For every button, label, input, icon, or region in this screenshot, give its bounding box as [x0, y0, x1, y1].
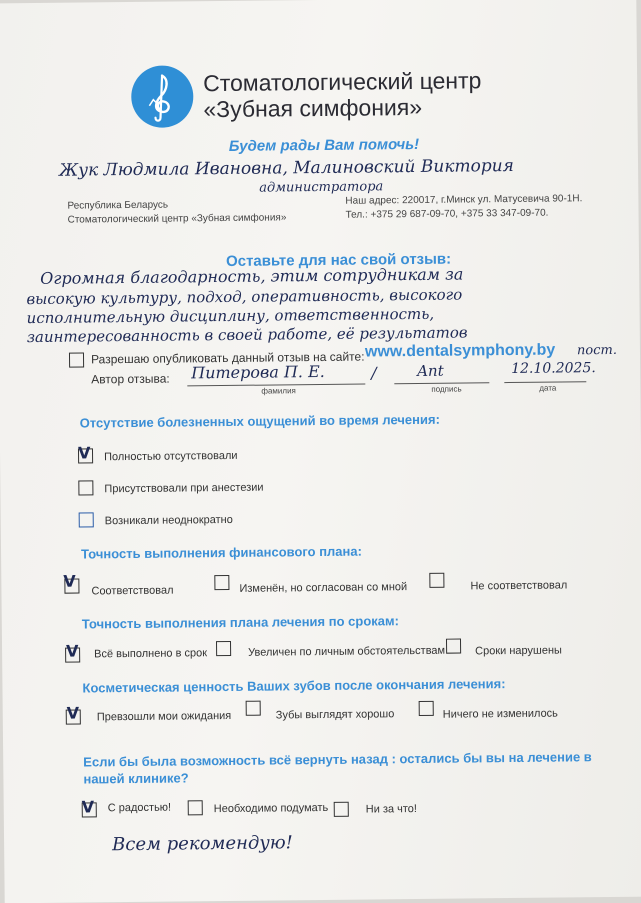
q5-option-1-check: V — [81, 797, 95, 817]
q1-option-2-label: Присутствовали при анестезии — [104, 481, 264, 496]
publish-handwritten: пост. — [576, 342, 618, 359]
q1-option-2-checkbox[interactable] — [78, 480, 93, 495]
q5-option-1-label: С радостью! — [107, 801, 172, 815]
q3-option-3-label: Сроки нарушены — [475, 644, 562, 658]
handwritten-staff-names: Жук Людмила Ивановна, Малиновский Виктория — [58, 155, 514, 181]
help-heading: Будем рады Вам помочь! — [228, 135, 420, 155]
q5-title-line1: Если бы была возможность всё вернуть назад : остались бы вы на лечение в — [83, 749, 592, 770]
caption-surname: фамилия — [261, 386, 296, 396]
publish-label: Разрешаю опубликовать данный отзыв на сайте: — [90, 349, 365, 367]
q4-option-2-label: Зубы выглядят хорошо — [275, 708, 395, 722]
q3-option-2-checkbox[interactable] — [216, 641, 231, 656]
clinic-name-line1: Стоматологический центр — [203, 67, 482, 97]
q5-option-3-label: Ни за что! — [365, 803, 418, 816]
clinic-logo — [131, 65, 194, 128]
q3-option-1-label: Всё выполнено в срок — [94, 647, 208, 661]
author-date: 12.10.2025. — [511, 360, 596, 377]
org-address: Наш адрес: 220017, г.Минск ул. Матусевича 90-1Н. — [345, 193, 583, 207]
q4-option-2-checkbox[interactable] — [246, 701, 261, 716]
q3-option-1-check: V — [65, 641, 79, 661]
final-handwritten-note: Всем рекомендую! — [112, 832, 293, 856]
q1-option-3-label: Возникали неоднократно — [104, 513, 233, 528]
q5-option-2-label: Необходимо подумать — [213, 801, 329, 816]
handwritten-staff-role: администратора — [259, 179, 384, 196]
q4-option-3-checkbox[interactable] — [419, 701, 434, 716]
q2-option-3-label: Не соответствовал — [470, 579, 568, 593]
q3-option-2-label: Увеличен по личным обстоятельствам — [248, 644, 446, 659]
review-line-1: Огромная благодарность, этим сотрудникам за — [40, 264, 464, 288]
q1-title: Отсутствие болезненных ощущений во время лечения: — [79, 411, 440, 431]
q5-option-2-checkbox[interactable] — [188, 800, 203, 815]
q2-option-1-check: V — [63, 571, 76, 591]
q4-option-1-check: V — [66, 703, 80, 723]
org-country: Республика Беларусь — [67, 199, 169, 212]
q3-title: Точность выполнения плана лечения по срокам: — [81, 613, 399, 632]
review-heading: Оставьте для нас свой отзыв: — [225, 250, 452, 270]
review-line-2: высокую культуру, подход, оперативность, высокого — [26, 285, 463, 309]
review-line-3: исполнительную дисциплину, ответственность, — [26, 304, 435, 328]
caption-signature: подпись — [431, 384, 462, 394]
org-name: Стоматологический центр «Зубная симфония» — [67, 212, 287, 226]
q5-title-line2: нашей клинике? — [83, 770, 189, 787]
q4-title: Косметическая ценность Ваших зубов после окончания лечения: — [82, 676, 506, 696]
q2-title: Точность выполнения финансового плана: — [80, 543, 362, 562]
q2-option-2-checkbox[interactable] — [214, 575, 229, 590]
q1-option-1-check: V — [77, 443, 91, 463]
author-name: Питерова П. Е. — [191, 361, 325, 383]
caption-date: дата — [539, 383, 557, 393]
q1-option-3-checkbox[interactable] — [79, 512, 94, 527]
q3-option-3-checkbox[interactable] — [446, 639, 461, 654]
site-link[interactable]: www.dentalsymphony.by — [364, 341, 556, 361]
clinic-name-line2: «Зубная симфония» — [203, 93, 423, 123]
q2-option-1-label: Соответствовал — [91, 584, 174, 598]
treble-clef-icon — [131, 65, 194, 128]
author-slash: / — [371, 363, 377, 383]
q2-option-3-checkbox[interactable] — [429, 573, 444, 588]
author-label: Автор отзыва: — [91, 371, 170, 387]
q2-option-2-label: Изменён, но согласован со мной — [239, 581, 408, 595]
org-phone: Тел.: +375 29 687-09-70, +375 33 347-09-70. — [345, 207, 549, 221]
review-line-4: заинтересованность в своей работе, её результатов — [26, 323, 468, 347]
q5-option-3-checkbox[interactable] — [334, 802, 349, 817]
q4-option-3-label: Ничего не изменилось — [442, 707, 558, 721]
q4-option-1-label: Превзошли мои ожидания — [96, 709, 232, 724]
publish-checkbox[interactable] — [69, 352, 84, 367]
q1-option-1-label: Полностью отсутствовали — [104, 449, 238, 464]
author-signature: Ant — [417, 361, 444, 380]
